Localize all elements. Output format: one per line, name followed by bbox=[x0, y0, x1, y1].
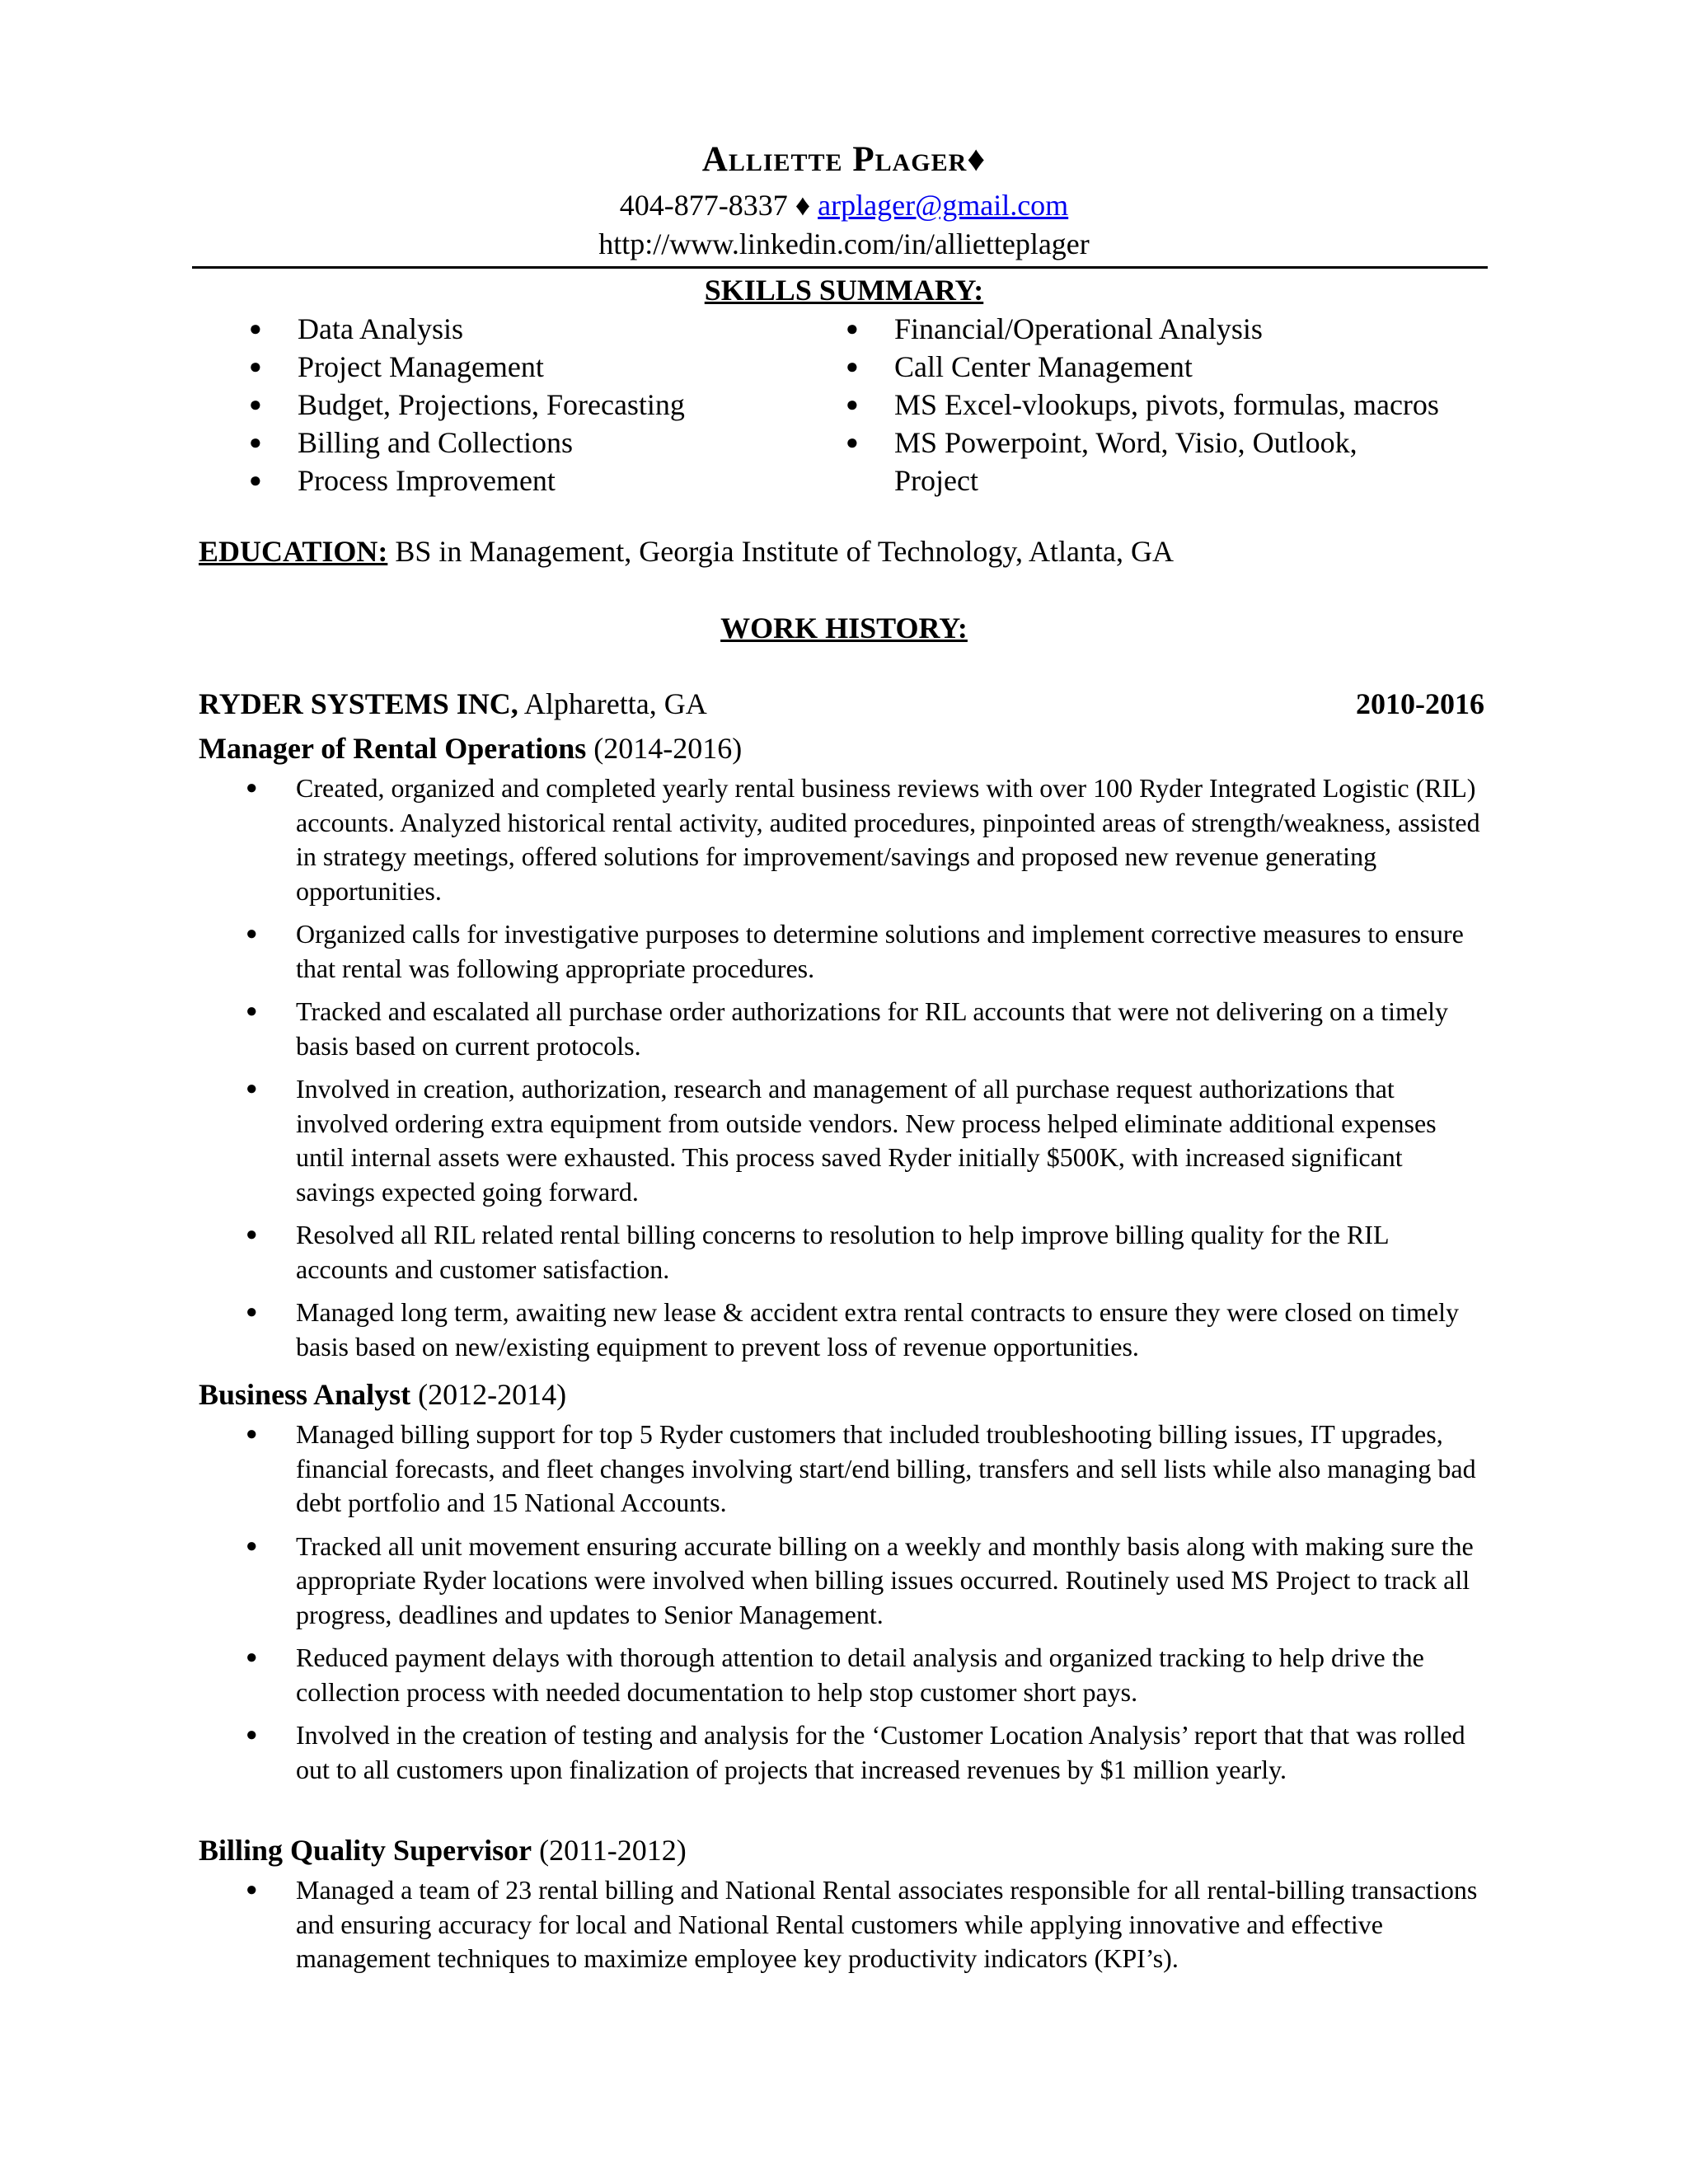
skill-item: ● Process Improvement bbox=[202, 462, 779, 499]
skill-item: ● Budget, Projections, Forecasting bbox=[202, 386, 779, 424]
skill-item: ● Billing and Collections bbox=[202, 424, 779, 462]
role-bullet-list bbox=[199, 1873, 1484, 1985]
job-dates: (2014-2016) bbox=[593, 732, 743, 765]
education-line bbox=[199, 537, 1174, 566]
bullet-icon: ● bbox=[246, 1535, 258, 1557]
bullet-icon: ● bbox=[246, 1001, 258, 1022]
list-item: ● Reduced payment delays with thorough attention to detail analysis and organized tracking to help drive the collection process with needed documentation to help stop customer short pays. bbox=[246, 1643, 1424, 1707]
job-dates: (2012-2014) bbox=[418, 1378, 567, 1411]
bullet-icon: ● bbox=[246, 1224, 258, 1245]
skill-item: ● MS Excel-vlookups, pivots, formulas, macros bbox=[799, 386, 1524, 424]
linkedin-url[interactable]: http://www.linkedin.com/in/allietteplager bbox=[598, 227, 1090, 260]
candidate-name: Alliette Plager♦ bbox=[701, 140, 987, 179]
list-item: ● Organized calls for investigative purposes to determine solutions and implement corrective measures to ensure that rental was following appropriate procedures. bbox=[246, 919, 1464, 983]
bullet-icon: ● bbox=[246, 923, 258, 944]
list-item: ● Created, organized and completed yearly rental business reviews with over 100 Ryder Integrated Logistic (RIL) accounts. Analyzed historical rental activity, audited procedures, pinpointed areas of strength/weakness, assisted in strategy meetings, offered solutions for improvement/savings and proposed new revenue generating opportunities. bbox=[246, 773, 1480, 906]
skill-item: ● MS Powerpoint, Word, Visio, Outlook, Project bbox=[799, 424, 1422, 499]
skill-item: ● Call Center Management bbox=[799, 348, 1524, 386]
list-item: ● Tracked all unit movement ensuring accurate billing on a weekly and monthly basis along with making sure the appropriate Ryder locations were involved when billing issues occurred. Routinely used MS Project to track all progress, deadlines and updates to Senior Management. bbox=[246, 1530, 1474, 1629]
skills-list-left bbox=[202, 310, 779, 499]
bullet-icon: ● bbox=[846, 354, 859, 378]
bullet-icon: ● bbox=[246, 1078, 258, 1099]
list-item: ● Involved in creation, authorization, research and management of all purchase request authorizations that involved ordering extra equipment from outside vendors. New process helped eliminate additional expenses until internal assets were exhausted. This process saved Ryder initially $500K, with increased significant savings expected going forward. bbox=[246, 1074, 1437, 1207]
job-title: Manager of Rental Operations bbox=[199, 732, 587, 765]
bullet-icon: ● bbox=[846, 316, 859, 340]
skill-item: ● Project Management bbox=[202, 348, 779, 386]
bullet-icon: ● bbox=[246, 777, 258, 799]
role-bullet-list bbox=[199, 1418, 1484, 1796]
bullet-icon: ● bbox=[249, 316, 262, 340]
list-item: ● Managed billing support for top 5 Ryder customers that included troubleshooting billing issues, IT upgrades, financial forecasts, and fleet changes involving start/end billing, transfers and sell lists while also managing bad debt portfolio and 15 National Accounts. bbox=[246, 1419, 1476, 1517]
company-line bbox=[199, 689, 1484, 719]
list-item: ● Tracked and escalated all purchase order authorizations for RIL accounts that were not delivering on a timely basis based on current protocols. bbox=[246, 996, 1449, 1061]
job-dates: (2011-2012) bbox=[539, 1834, 687, 1867]
company-name: RYDER SYSTEMS INC, bbox=[199, 687, 518, 720]
job-title-line bbox=[199, 1380, 566, 1409]
work-history-heading: WORK HISTORY: bbox=[720, 612, 968, 644]
bullet-icon: ● bbox=[846, 392, 859, 416]
skill-item: ● Data Analysis bbox=[202, 310, 779, 348]
bullet-icon: ● bbox=[846, 430, 859, 454]
list-item: ● Managed a team of 23 rental billing and National Rental associates responsible for all rental-billing transactions and ensuring accuracy for local and National Rental customers while applying innovative and effective management techniques to maximize employee key productivity indicators (KPI’s). bbox=[246, 1875, 1478, 1973]
bullet-icon: ● bbox=[246, 1301, 258, 1323]
contact-line bbox=[0, 190, 1688, 220]
bullet-icon: ● bbox=[246, 1423, 258, 1445]
header-divider bbox=[192, 266, 1488, 269]
bullet-icon: ● bbox=[249, 468, 262, 492]
bullet-icon: ● bbox=[249, 392, 262, 416]
skills-heading: SKILLS SUMMARY: bbox=[704, 274, 984, 307]
diamond-separator-icon: ♦ bbox=[795, 189, 811, 222]
job-title-line bbox=[199, 1835, 687, 1865]
bullet-icon: ● bbox=[249, 430, 262, 454]
list-item: ● Managed long term, awaiting new lease & accident extra rental contracts to ensure they were closed on timely basis based on new/existing equipment to prevent loss of revenue opportunities. bbox=[246, 1297, 1460, 1361]
list-item: ● Resolved all RIL related rental billing concerns to resolution to help improve billing quality for the RIL accounts and customer satisfaction. bbox=[246, 1220, 1389, 1284]
email-link[interactable]: arplager@gmail.com bbox=[818, 189, 1069, 222]
bullet-icon: ● bbox=[249, 354, 262, 378]
company-location: Alpharetta, GA bbox=[523, 687, 707, 720]
list-item: ● Involved in the creation of testing and analysis for the ‘Customer Location Analysis’ report that that was rolled out to all customers upon finalization of projects that increased revenues by $1 million yearly. bbox=[246, 1720, 1465, 1784]
job-title: Business Analyst bbox=[199, 1378, 411, 1411]
education-label: EDUCATION: bbox=[199, 535, 388, 568]
skills-list-right bbox=[799, 310, 1524, 499]
bullet-icon: ● bbox=[246, 1724, 258, 1746]
job-title: Billing Quality Supervisor bbox=[199, 1834, 532, 1867]
company-years: 2010-2016 bbox=[1356, 687, 1484, 720]
phone-number: 404-877-8337 bbox=[619, 189, 788, 222]
role-bullet-list bbox=[199, 771, 1484, 1373]
job-title-line bbox=[199, 733, 742, 763]
skill-item: ● Financial/Operational Analysis bbox=[799, 310, 1524, 348]
education-text: BS in Management, Georgia Institute of Technology, Atlanta, GA bbox=[395, 535, 1174, 568]
bullet-icon: ● bbox=[246, 1879, 258, 1900]
bullet-icon: ● bbox=[246, 1647, 258, 1668]
